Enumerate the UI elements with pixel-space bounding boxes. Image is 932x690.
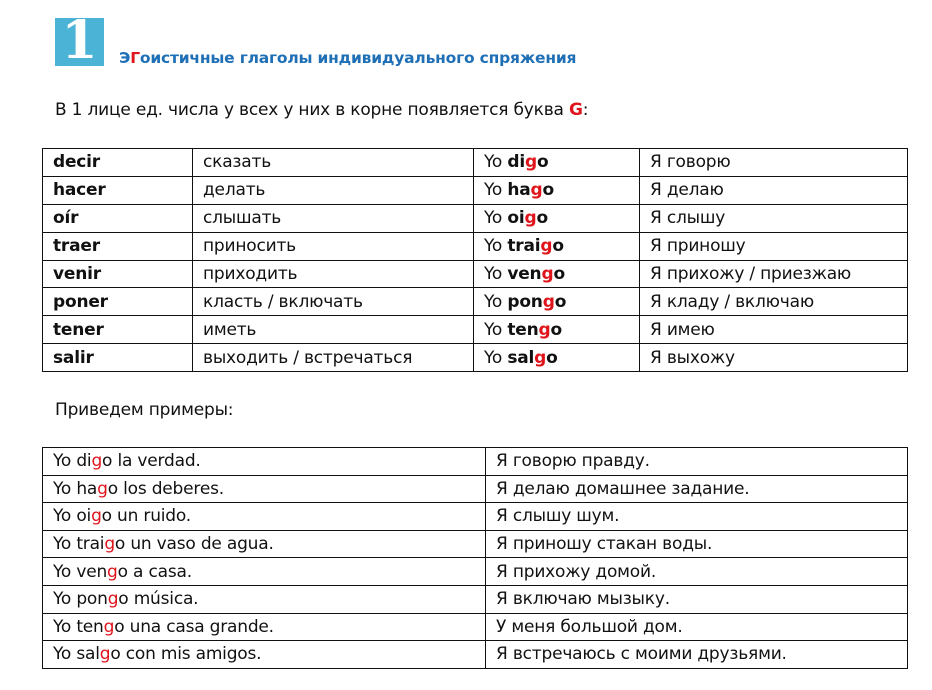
russian-form-cell: Я имею xyxy=(640,316,908,344)
g-letter: g xyxy=(97,478,108,499)
sentence-post: o música. xyxy=(118,589,199,610)
russian-sentence-cell: Я делаю домашнее задание. xyxy=(486,475,908,503)
russian-form-cell: Я выхожу xyxy=(640,344,908,372)
sentence-pre: Yo ha xyxy=(53,478,98,499)
intro-text xyxy=(55,100,588,120)
g-letter: g xyxy=(540,236,553,257)
verb-row xyxy=(43,260,908,288)
sentence-pre: Yo ven xyxy=(53,561,108,582)
spanish-sentence-cell xyxy=(43,558,486,586)
section-number-badge xyxy=(55,10,104,71)
example-row xyxy=(43,558,908,586)
verb-row xyxy=(43,232,908,260)
sentence-post: o la verdad. xyxy=(102,451,201,472)
pronoun: Yo xyxy=(484,180,508,201)
russian-sentence-cell: Я слышу шум. xyxy=(486,503,908,531)
pronoun: Yo xyxy=(484,319,508,340)
yo-form-cell xyxy=(474,176,640,204)
verb-stem: oi xyxy=(507,208,525,229)
russian-form-cell: Я приношу xyxy=(640,232,908,260)
russian-form-cell: Я говорю xyxy=(640,149,908,177)
verb-stem: trai xyxy=(507,236,541,257)
verbs-table xyxy=(42,148,908,372)
example-row xyxy=(43,641,908,669)
example-row xyxy=(43,503,908,531)
russian-form-cell: Я делаю xyxy=(640,176,908,204)
pronoun: Yo xyxy=(484,152,508,173)
verb-ending: o xyxy=(552,236,564,257)
translation-cell: выходить / встречаться xyxy=(193,344,474,372)
verb-ending: o xyxy=(542,180,554,201)
verb-ending: o xyxy=(553,264,565,284)
russian-sentence-cell: Я включаю мызыку. xyxy=(486,585,908,613)
yo-form-cell xyxy=(474,149,640,177)
title-pre: Э xyxy=(119,49,131,67)
verb-row xyxy=(43,344,908,372)
translation-cell: класть / включать xyxy=(193,288,474,316)
examples-table xyxy=(42,447,908,669)
g-letter: g xyxy=(103,616,115,637)
yo-form-cell xyxy=(474,260,640,288)
russian-sentence-cell: У меня большой дом. xyxy=(486,613,908,641)
infinitive-cell: oír xyxy=(43,204,193,232)
intro-accent-letter: G xyxy=(568,100,583,120)
verb-row xyxy=(43,176,908,204)
translation-cell: сказать xyxy=(193,149,474,177)
spanish-sentence-cell xyxy=(43,448,486,476)
spanish-sentence-cell xyxy=(43,641,486,669)
spanish-sentence-cell xyxy=(43,475,486,503)
translation-cell: приносить xyxy=(193,232,474,260)
russian-form-cell: Я прихожу / приезжаю xyxy=(640,260,908,288)
page-title xyxy=(119,49,576,67)
example-row xyxy=(43,585,908,613)
yo-form-cell xyxy=(474,316,640,344)
pronoun: Yo xyxy=(484,236,508,257)
sentence-pre: Yo pon xyxy=(53,589,108,610)
title-post: оистичные глаголы индивидуального спряжения xyxy=(139,49,577,67)
g-letter: g xyxy=(107,561,118,582)
example-row xyxy=(43,475,908,503)
russian-sentence-cell: Я прихожу домой. xyxy=(486,558,908,586)
g-letter: g xyxy=(104,534,115,555)
infinitive-cell: traer xyxy=(43,232,193,260)
russian-sentence-cell: Я встречаюсь с моими друзьями. xyxy=(486,641,908,669)
example-row xyxy=(43,530,908,558)
verb-stem: di xyxy=(507,152,525,173)
verb-ending: o xyxy=(554,291,567,312)
examples-label: Приведем примеры: xyxy=(55,400,234,420)
verb-stem: ven xyxy=(507,264,542,284)
section-number: 1 xyxy=(61,10,98,71)
verb-stem: sal xyxy=(507,347,535,368)
sentence-post: o una casa grande. xyxy=(114,616,274,637)
sentence-pre: Yo oi xyxy=(53,506,92,527)
g-letter: g xyxy=(541,264,554,284)
russian-form-cell: Я кладу / включаю xyxy=(640,288,908,316)
spanish-sentence-cell xyxy=(43,503,486,531)
yo-form-cell xyxy=(474,204,640,232)
g-letter: g xyxy=(91,506,102,527)
infinitive-cell: hacer xyxy=(43,176,193,204)
verb-stem: ten xyxy=(507,319,539,340)
sentence-post: o los deberes. xyxy=(107,478,224,499)
example-row xyxy=(43,448,908,476)
verb-ending: o xyxy=(536,208,548,229)
infinitive-cell: venir xyxy=(43,260,193,288)
verb-row xyxy=(43,149,908,177)
yo-form-cell xyxy=(474,232,640,260)
g-letter: g xyxy=(542,291,555,312)
russian-sentence-cell: Я приношу стакан воды. xyxy=(486,530,908,558)
g-letter: g xyxy=(538,319,551,340)
yo-form-cell xyxy=(474,344,640,372)
sentence-pre: Yo trai xyxy=(53,534,105,555)
verb-row xyxy=(43,288,908,316)
russian-form-cell: Я слышу xyxy=(640,204,908,232)
yo-form-cell xyxy=(474,288,640,316)
g-letter: g xyxy=(524,152,537,173)
g-letter: g xyxy=(524,208,537,229)
sentence-post: o un vaso de agua. xyxy=(114,534,274,555)
sentence-pre: Yo sal xyxy=(53,644,100,665)
infinitive-cell: tener xyxy=(43,316,193,344)
sentence-post: o un ruido. xyxy=(101,506,191,527)
sentence-post: o a casa. xyxy=(117,561,192,582)
infinitive-cell: poner xyxy=(43,288,193,316)
verb-stem: pon xyxy=(507,291,543,312)
sentence-post: o con mis amigos. xyxy=(110,644,262,665)
spanish-sentence-cell xyxy=(43,530,486,558)
translation-cell: делать xyxy=(193,176,474,204)
spanish-sentence-cell xyxy=(43,613,486,641)
verb-row xyxy=(43,316,908,344)
infinitive-cell: salir xyxy=(43,344,193,372)
translation-cell: слышать xyxy=(193,204,474,232)
title-accent-letter: Г xyxy=(130,49,140,67)
g-letter: g xyxy=(91,451,103,472)
g-letter: g xyxy=(530,180,543,201)
pronoun: Yo xyxy=(484,291,508,312)
pronoun: Yo xyxy=(484,208,508,229)
verb-ending: o xyxy=(546,347,558,368)
g-letter: g xyxy=(107,589,119,610)
verb-ending: o xyxy=(536,152,549,173)
pronoun: Yo xyxy=(484,347,508,368)
spanish-sentence-cell xyxy=(43,585,486,613)
g-letter: g xyxy=(99,644,111,665)
verb-row xyxy=(43,204,908,232)
russian-sentence-cell: Я говорю правду. xyxy=(486,448,908,476)
pronoun: Yo xyxy=(484,264,508,284)
infinitive-cell: decir xyxy=(43,149,193,177)
sentence-pre: Yo di xyxy=(53,451,92,472)
intro-body: В 1 лице ед. числа у всех у них в корне появляется буква xyxy=(55,100,569,120)
g-letter: g xyxy=(534,347,547,368)
verb-ending: o xyxy=(550,319,562,340)
translation-cell: приходить xyxy=(193,260,474,288)
sentence-pre: Yo ten xyxy=(53,616,104,637)
translation-cell: иметь xyxy=(193,316,474,344)
example-row xyxy=(43,613,908,641)
verb-stem: ha xyxy=(507,180,531,201)
intro-suffix: : xyxy=(582,100,589,120)
